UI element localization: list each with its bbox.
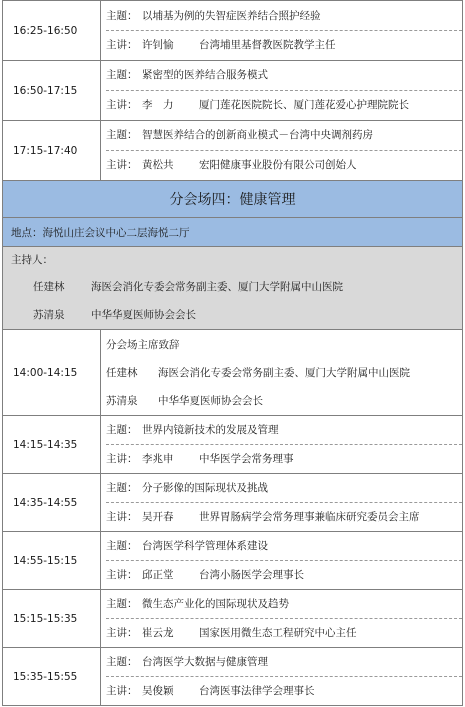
session-detail: [101, 416, 463, 474]
host-row: [3, 247, 463, 330]
opening-detail: [101, 330, 463, 416]
session-time: 14:55-15:15: [3, 532, 101, 590]
topic-text: 智慧医养结合的创新商业模式－台湾中央调剂药房: [142, 129, 373, 141]
opening-person: [106, 359, 462, 387]
topic-label: 主题：: [106, 424, 138, 436]
speaker-label: 主讲：: [106, 38, 138, 51]
host-cell: [3, 247, 463, 330]
topic-line: [106, 61, 462, 90]
speaker-label: 主讲：: [106, 627, 138, 639]
speaker-affiliation: 台湾埔里基督教医院教学主任: [199, 38, 336, 51]
person-name: 任建林: [106, 366, 138, 379]
topic-line: [106, 532, 462, 560]
host-name: 任建林: [33, 281, 65, 293]
topic-line: [106, 474, 462, 502]
host-affiliation: 海医会消化专委会常务副主委、厦门大学附属中山医院: [91, 281, 343, 293]
topic-text: 分子影像的国际现状及挑战: [142, 482, 268, 494]
session-time: 16:25-16:50: [3, 1, 101, 61]
topic-line: [106, 2, 462, 30]
speaker-line: [106, 90, 462, 120]
topic-label: 主题：: [106, 656, 138, 668]
speaker-affiliation: 国家医用微生态工程研究中心主任: [199, 627, 357, 639]
session-row: [3, 416, 463, 474]
opening-row: [3, 330, 463, 416]
speaker-line: [106, 676, 462, 705]
session-detail: [101, 121, 463, 181]
session-detail: [101, 474, 463, 532]
topic-text: 微生态产业化的国际现状及趋势: [142, 598, 289, 610]
speaker-affiliation: 台湾医事法律学会理事长: [199, 685, 315, 697]
speaker-name: 吴俊颖: [142, 685, 174, 697]
speaker-label: 主讲：: [106, 453, 138, 465]
session-detail: [101, 61, 463, 121]
host-title: 主持人：: [11, 254, 53, 266]
host-affiliation: 中华华夏医师协会会长: [91, 309, 196, 321]
topic-line: [106, 416, 462, 444]
session-row: [3, 532, 463, 590]
session-time: 14:15-14:35: [3, 416, 101, 474]
speaker-label: 主讲：: [106, 159, 138, 171]
topic-label: 主题：: [106, 9, 138, 22]
topic-line: [106, 648, 462, 676]
speaker-name: 许钊愉: [142, 38, 174, 51]
speaker-line: [106, 150, 462, 180]
session-time: 14:00-14:15: [3, 330, 101, 416]
speaker-name: 邱正堂: [142, 569, 174, 581]
session-time: 17:15-17:40: [3, 121, 101, 181]
topic-line: [106, 590, 462, 618]
session-time: 15:15-15:35: [3, 590, 101, 648]
person-affiliation: 海医会消化专委会常务副主委、厦门大学附属中山医院: [158, 366, 410, 379]
speaker-affiliation: 中华医学会常务理事: [199, 453, 294, 465]
topic-label: 主题：: [106, 129, 138, 141]
topic-line: [106, 121, 462, 150]
topic-label: 主题：: [106, 598, 138, 610]
speaker-line: [106, 560, 462, 589]
speaker-affiliation: 厦门莲花医院院长、厦门莲花爱心护理院院长: [199, 99, 409, 111]
speaker-affiliation: 宏阳健康事业股份有限公司创始人: [199, 159, 357, 171]
session-row: [3, 474, 463, 532]
speaker-line: [106, 444, 462, 473]
topic-label: 主题：: [106, 482, 138, 494]
person-name: 苏清泉: [106, 394, 138, 407]
speaker-affiliation: 世界胃肠病学会常务理事兼临床研究委员会主席: [199, 511, 420, 523]
opening-person: [106, 387, 462, 415]
speaker-label: 主讲：: [106, 569, 138, 581]
section-title: 分会场四：健康管理: [3, 181, 463, 218]
topic-text: 台湾医学大数据与健康管理: [142, 656, 268, 668]
session-time: 15:35-15:55: [3, 648, 101, 706]
speaker-name: 黄松共: [142, 159, 174, 171]
session-detail: [101, 590, 463, 648]
host-name: 苏清泉: [33, 309, 65, 321]
speaker-name: 李兆申: [142, 453, 174, 465]
session-row: [3, 590, 463, 648]
topic-text: 以埔基为例的失智症医养结合照护经验: [142, 9, 321, 22]
venue-location: 地点：海悦山庄会议中心二层海悦二厅: [3, 218, 463, 247]
session-row: [3, 61, 463, 121]
speaker-name: 崔云龙: [142, 627, 174, 639]
session-time: 14:35-14:55: [3, 474, 101, 532]
session-row: [3, 1, 463, 61]
section-banner: [3, 181, 463, 218]
session-time: 16:50-17:15: [3, 61, 101, 121]
speaker-label: 主讲：: [106, 511, 138, 523]
opening-title: 分会场主席致辞: [106, 338, 180, 351]
speaker-label: 主讲：: [106, 99, 138, 111]
speaker-line: [106, 618, 462, 647]
session-detail: [101, 1, 463, 61]
venue-row: [3, 218, 463, 247]
host-item: [3, 273, 462, 301]
speaker-name: 李 力: [142, 99, 174, 111]
topic-label: 主题：: [106, 540, 138, 552]
speaker-label: 主讲：: [106, 685, 138, 697]
host-item: [3, 301, 462, 329]
session-detail: [101, 648, 463, 706]
session-row: [3, 121, 463, 181]
topic-text: 紧密型的医养结合服务模式: [142, 69, 268, 81]
topic-text: 台湾医学科学管理体系建设: [142, 540, 268, 552]
speaker-line: [106, 502, 462, 531]
session-detail: [101, 532, 463, 590]
topic-label: 主题：: [106, 69, 138, 81]
speaker-line: [106, 30, 462, 60]
session-row: [3, 648, 463, 706]
speaker-name: 吴开春: [142, 511, 174, 523]
topic-text: 世界内镜新技术的发展及管理: [142, 424, 279, 436]
person-affiliation: 中华华夏医师协会会长: [158, 394, 263, 407]
schedule-table: [2, 0, 463, 706]
speaker-affiliation: 台湾小肠医学会理事长: [199, 569, 304, 581]
